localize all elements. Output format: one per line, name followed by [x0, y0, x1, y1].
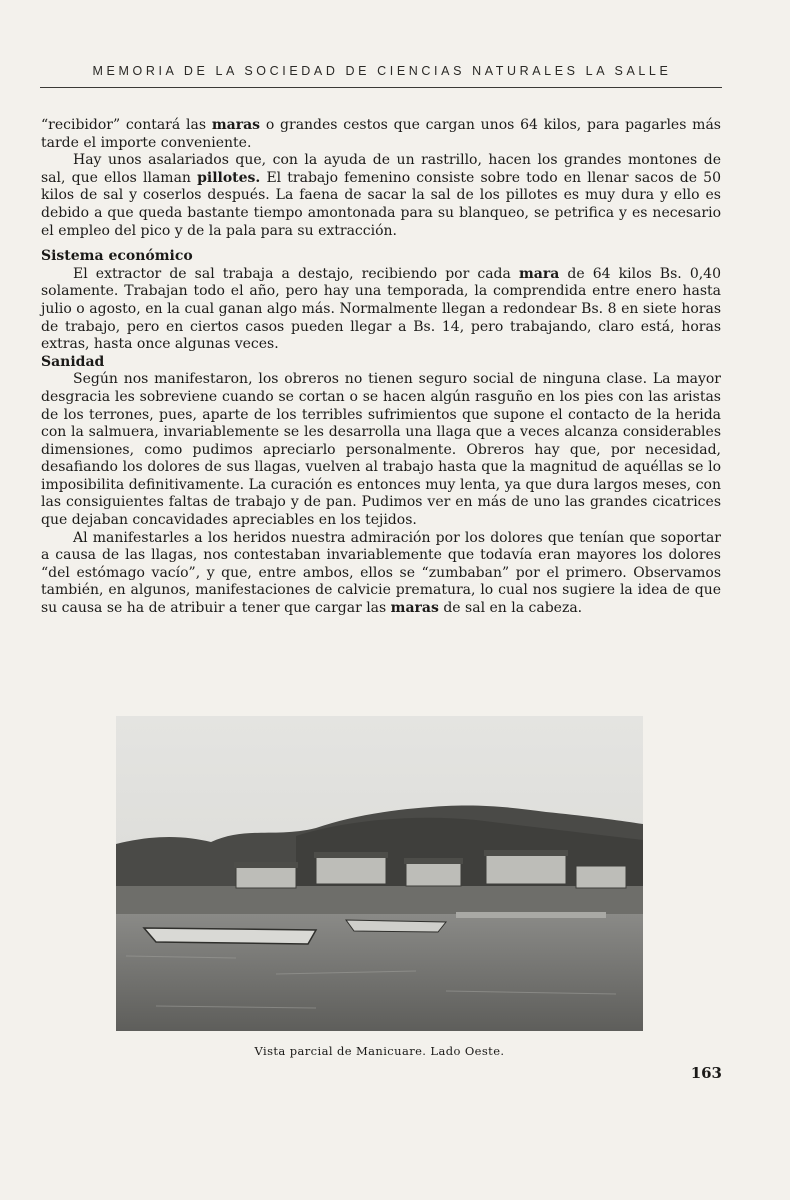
text-run: Al manifestarles a los heridos nuestra admiración por los dolores que tenían que soportar a causa de las llagas, nos contestaban invariablemente que todavía eran mayores los dolores “del estómago vacío”, y que, entre ambos, ellos se “zumbaban” por el primero. Observamos también, en algunos, manifestaciones de calvicie prematura, lo cual nos sugiere la idea de que su causa se ha de atribuir a tener que cargar las — [41, 529, 721, 617]
house — [236, 866, 296, 888]
roof — [314, 852, 388, 858]
house — [486, 854, 566, 884]
bold-term-pillotes: pillotes. — [197, 169, 261, 186]
article-body — [41, 117, 721, 618]
house — [316, 856, 386, 884]
roof — [234, 862, 298, 868]
page-number: 163 — [690, 1064, 722, 1082]
header-rule — [40, 87, 722, 88]
section-heading-sistema-economico: Sistema económico — [41, 248, 193, 265]
bold-term-mara: mara — [518, 265, 560, 282]
bold-term-maras: maras — [211, 117, 261, 133]
photograph-manicuare — [116, 716, 643, 1031]
paragraph-economico — [41, 266, 721, 354]
text-run: El trabajo femenino consiste sobre todo en llenar sacos de 50 kilos de sal y coserlos después. La faena de sacar la sal de los pillotes es muy dura y ello es debido a que queda bastante tiempo amontonada para su blanqueo, se petrifica y es necesario el empleo del pico y de la pala para su extracción. — [41, 169, 721, 239]
running-head: MEMORIA DE LA SOCIEDAD DE CIENCIAS NATURALES LA SALLE — [92, 64, 672, 78]
text-run: El extractor de sal trabaja a destajo, recibiendo por cada — [73, 265, 519, 282]
paragraph-pillotes — [41, 152, 721, 240]
house — [406, 862, 461, 886]
boat-hull — [346, 920, 446, 932]
boat-hull — [144, 928, 316, 944]
paragraph-heridos — [41, 530, 721, 618]
text-run: Hay unos asalariados que, con la ayuda de un rastrillo, hacen los grandes montones de sal, que ellos llaman — [41, 152, 721, 186]
shoreline — [116, 886, 643, 916]
roof — [404, 858, 463, 864]
text-run: o grandes cestos que cargan unos 64 kilos, para pagarles más tarde el importe conveniente. — [41, 117, 721, 151]
dock — [456, 912, 606, 918]
paragraph-recibidor — [41, 117, 721, 152]
text-run: “recibidor” contará las — [41, 117, 212, 133]
section-heading-sanidad: Sanidad — [41, 353, 105, 370]
house — [576, 866, 626, 888]
text-run: de 64 kilos Bs. 0,40 solamente. Trabajan todo el año, pero hay una temporada, la comprendida entre enero hasta julio o agosto, en la cual ganan algo más. Normalmente llegan a redondear Bs. 8 en siete horas de trabajo, pero en ciertos casos pueden llegar a Bs. 14, pero trabajando, claro está, horas extras, hasta once algunas veces. — [41, 265, 721, 353]
paragraph-sanidad: Según nos manifestaron, los obreros no tienen seguro social de ninguna clase. La mayor desgracia les sobreviene cuando se cortan o se hacen algún rasguño en los pies con las aristas de los terrones, pues, aparte de los terribles sufrimientos que supone el contacto de la herida con la salmuera, invariablemente se les desarrolla una llaga que a veces alcanza considerables dimensiones, como pudimos apreciarlo personalmente. Obreros hay que, por necesidad, desafiando los dolores de sus llagas, vuelven al trabajo hasta que la magnitud de aquéllas se lo imposibilita definitivamente. La curación es entonces muy lenta, ya que dura largos meses, con las consiguientes faltas de trabajo y de pan. Pudimos ver en más de uno las grandes cicatrices que dejaban concavidades apreciables en los tejidos. — [41, 371, 721, 529]
roof — [484, 850, 568, 856]
figure-caption: Vista parcial de Manicuare. Lado Oeste. — [254, 1044, 505, 1058]
text-run: de sal en la cabeza. — [438, 600, 583, 617]
bold-term-maras: maras — [390, 600, 439, 617]
